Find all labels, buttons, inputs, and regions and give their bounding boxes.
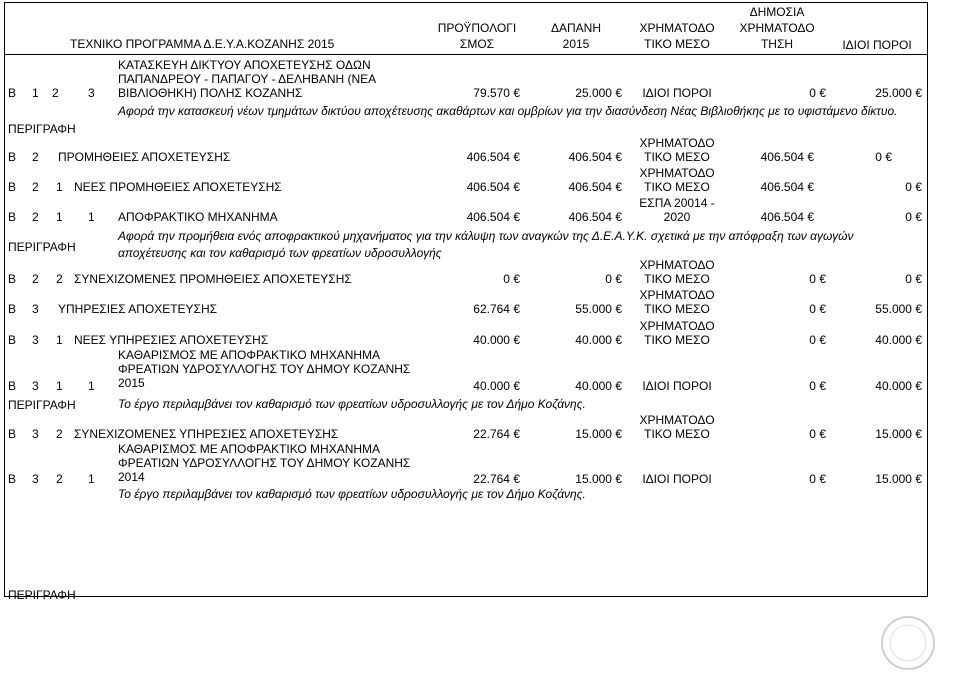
- financing-source: ΙΔΙΟΙ ΠΟΡΟΙ: [642, 379, 712, 393]
- own-value: 25.000 €: [875, 86, 922, 100]
- header-divider: [4, 54, 928, 55]
- code-4: 1: [88, 379, 95, 393]
- own-value: 15.000 €: [875, 472, 922, 486]
- desc-label: ΠΕΡΙΓΡΑΦΗ: [8, 122, 76, 136]
- code-1: Β: [8, 150, 17, 164]
- desc-label: ΠΕΡΙΓΡΑΦΗ: [8, 240, 76, 254]
- code-2: 1: [32, 86, 39, 100]
- row-title: ΣΥΝΕΧΙΖΟΜΕΝΕΣ ΠΡΟΜΗΘΕΙΕΣ ΑΠΟΧΕΤΕΥΣΗΣ: [74, 272, 352, 286]
- budget-value: 406.504 €: [466, 180, 520, 194]
- financing-source: ΧΡΗΜΑΤΟΔΟ ΤΙΚΟ ΜΕΣΟ: [639, 288, 715, 316]
- expense-value: 55.000 €: [575, 302, 622, 316]
- code-3: 2: [52, 86, 59, 100]
- col-header-expense: ΔΑΠΑΝΗ 2015: [550, 21, 602, 51]
- financing-source: ΙΔΙΟΙ ΠΟΡΟΙ: [642, 86, 712, 100]
- code-1: Β: [8, 472, 17, 486]
- code-1: Β: [8, 86, 17, 100]
- own-value: 0 €: [875, 150, 892, 164]
- own-value: 40.000 €: [875, 379, 922, 393]
- code-3: 2: [56, 427, 63, 441]
- code-3: 1: [56, 210, 63, 224]
- row-title: ΣΥΝΕΧΙΖΟΜΕΝΕΣ ΥΠΗΡΕΣΙΕΣ ΑΠΟΧΕΤΕΥΣΗΣ: [74, 427, 339, 441]
- col-header-budget: ΠΡΟΫΠΟΛΟΓΙ ΣΜΟΣ: [437, 21, 517, 51]
- code-1: Β: [8, 272, 17, 286]
- own-value: 15.000 €: [875, 427, 922, 441]
- own-value: 40.000 €: [875, 333, 922, 347]
- code-3: 2: [56, 272, 63, 286]
- budget-value: 406.504 €: [466, 150, 520, 164]
- expense-value: 406.504 €: [568, 210, 622, 224]
- public-value: 0 €: [809, 272, 826, 286]
- public-value: 0 €: [809, 427, 826, 441]
- public-value: 0 €: [809, 379, 826, 393]
- code-1: Β: [8, 210, 17, 224]
- expense-value: 40.000 €: [575, 333, 622, 347]
- financing-source: ΧΡΗΜΑΤΟΔΟ ΤΙΚΟ ΜΕΣΟ: [639, 413, 715, 441]
- expense-value: 15.000 €: [575, 472, 622, 486]
- financing-source: ΧΡΗΜΑΤΟΔΟ ΤΙΚΟ ΜΕΣΟ: [639, 166, 715, 194]
- financing-source: ΧΡΗΜΑΤΟΔΟ ΤΙΚΟ ΜΕΣΟ: [639, 258, 715, 286]
- logo-watermark: [880, 615, 936, 671]
- code-3: 1: [56, 333, 63, 347]
- code-1: Β: [8, 180, 17, 194]
- code-2: 3: [32, 302, 39, 316]
- public-value: 0 €: [809, 86, 826, 100]
- program-title: ΤΕΧΝΙΚΟ ΠΡΟΓΡΑΜΜΑ Δ.Ε.Υ.Α.ΚΟΖΑΝΗΣ 2015: [70, 37, 335, 51]
- code-1: Β: [8, 427, 17, 441]
- public-value: 406.504 €: [760, 180, 814, 194]
- budget-value: 79.570 €: [473, 86, 520, 100]
- expense-value: 25.000 €: [575, 86, 622, 100]
- budget-value: 0 €: [503, 272, 520, 286]
- row-title: ΑΠΟΦΡΑΚΤΙΚΟ ΜΗΧΑΝΗΜΑ: [118, 210, 278, 224]
- code-2: 3: [32, 472, 39, 486]
- budget-value: 62.764 €: [473, 302, 520, 316]
- code-1: Β: [8, 302, 17, 316]
- description-text: Το έργο περιλαμβάνει τον καθαρισμό των φρεατίων υδροσυλλογής με τον Δήμο Κοζάνης.: [118, 397, 586, 411]
- code-4: 3: [88, 86, 95, 100]
- code-2: 2: [32, 272, 39, 286]
- budget-value: 40.000 €: [473, 379, 520, 393]
- public-value: 406.504 €: [760, 150, 814, 164]
- financing-source: ΕΣΠΑ 20014 - 2020: [639, 196, 715, 224]
- code-2: 2: [32, 180, 39, 194]
- budget-value: 40.000 €: [473, 333, 520, 347]
- code-4: 1: [88, 210, 95, 224]
- public-value: 0 €: [809, 333, 826, 347]
- code-2: 3: [32, 379, 39, 393]
- row-title: ΥΠΗΡΕΣΙΕΣ ΑΠΟΧΕΤΕΥΣΗΣ: [58, 302, 218, 316]
- own-value: 0 €: [905, 272, 922, 286]
- public-value: 0 €: [809, 302, 826, 316]
- desc-label: ΠΕΡΙΓΡΑΦΗ: [8, 398, 76, 412]
- col-header-own: ΙΔΙΟΙ ΠΟΡΟΙ: [842, 38, 912, 52]
- code-2: 3: [32, 333, 39, 347]
- expense-value: 15.000 €: [575, 427, 622, 441]
- description-text: Αφορά την κατασκευή νέων τμημάτων δικτύου αποχέτευσης ακαθάρτων και ομβρίων για την διασύνδεση Νέας Βιβλιοθήκης με το υφιστάμενο δίκτυο.: [118, 104, 898, 118]
- financing-source: ΧΡΗΜΑΤΟΔΟ ΤΙΚΟ ΜΕΣΟ: [639, 319, 715, 347]
- code-1: Β: [8, 379, 17, 393]
- financing-source: ΧΡΗΜΑΤΟΔΟ ΤΙΚΟ ΜΕΣΟ: [639, 136, 715, 164]
- description-text: Αφορά την προμήθεια ενός αποφρακτικού μηχανήματος για την κάλυψη των αναγκών της Δ.Ε.Α.Υ.Κ. σχετικά με την απόφραξη των αγωγών αποχέτευσης και τον καθαρισμό των φρεατίων υδροσυλλογής: [118, 229, 854, 260]
- own-value: 0 €: [905, 210, 922, 224]
- financing-source: ΙΔΙΟΙ ΠΟΡΟΙ: [642, 472, 712, 486]
- code-3: 1: [56, 379, 63, 393]
- code-1: Β: [8, 333, 17, 347]
- public-value: 406.504 €: [760, 210, 814, 224]
- code-2: 2: [32, 210, 39, 224]
- row-title: ΠΡΟΜΗΘΕΙΕΣ ΑΠΟΧΕΤΕΥΣΗΣ: [58, 150, 231, 164]
- expense-value: 406.504 €: [568, 180, 622, 194]
- code-4: 1: [88, 472, 95, 486]
- row-title: ΚΑΘΑΡΙΣΜΟΣ ΜΕ ΑΠΟΦΡΑΚΤΙΚΟ ΜΗΧΑΝΗΜΑ ΦΡΕΑΤΙΩΝ ΥΔΡΟΣΥΛΛΟΓΗΣ ΤΟΥ ΔΗΜΟΥ ΚΟΖΑΝΗΣ 2015: [118, 348, 411, 390]
- row-title: ΝΕΕΣ ΠΡΟΜΗΘΕΙΕΣ ΑΠΟΧΕΤΕΥΣΗΣ: [74, 180, 282, 194]
- code-2: 2: [32, 150, 39, 164]
- description-text: Το έργο περιλαμβάνει τον καθαρισμό των φρεατίων υδροσυλλογής με τον Δήμο Κοζάνης.: [118, 487, 586, 501]
- row-title: ΚΑΘΑΡΙΣΜΟΣ ΜΕ ΑΠΟΦΡΑΚΤΙΚΟ ΜΗΧΑΝΗΜΑ ΦΡΕΑΤΙΩΝ ΥΔΡΟΣΥΛΛΟΓΗΣ ΤΟΥ ΔΗΜΟΥ ΚΟΖΑΝΗΣ 2014: [118, 442, 411, 484]
- row-title: ΚΑΤΑΣΚΕΥΗ ΔΙΚΤΥΟΥ ΑΠΟΧΕΤΕΥΣΗΣ ΟΔΩΝ ΠΑΠΑΝΔΡΕΟΥ - ΠΑΠΑΓΟΥ - ΔΕΛΗΒΑΝΗ (ΝΕΑ ΒΙΒΛΙΟΘΗΚΗ) ΠΟΛΗΣ ΚΟΖΑΝΗΣ: [118, 58, 376, 100]
- expense-value: 0 €: [605, 272, 622, 286]
- code-2: 3: [32, 427, 39, 441]
- code-3: 1: [56, 180, 63, 194]
- col-header-financing: ΧΡΗΜΑΤΟΔΟ ΤΙΚΟ ΜΕΣΟ: [639, 21, 715, 51]
- own-value: 0 €: [905, 180, 922, 194]
- budget-value: 22.764 €: [473, 472, 520, 486]
- budget-value: 22.764 €: [473, 427, 520, 441]
- own-value: 55.000 €: [875, 302, 922, 316]
- public-value: 0 €: [809, 472, 826, 486]
- expense-value: 406.504 €: [568, 150, 622, 164]
- expense-value: 40.000 €: [575, 379, 622, 393]
- budget-value: 406.504 €: [466, 210, 520, 224]
- code-3: 2: [56, 472, 63, 486]
- col-header-public: ΔΗΜΟΣΙΑ ΧΡΗΜΑΤΟΔΟ ΤΗΣΗ: [739, 5, 815, 51]
- row-title: ΝΕΕΣ ΥΠΗΡΕΣΙΕΣ ΑΠΟΧΕΤΕΥΣΗΣ: [74, 333, 269, 347]
- desc-label: ΠΕΡΙΓΡΑΦΗ: [8, 588, 76, 602]
